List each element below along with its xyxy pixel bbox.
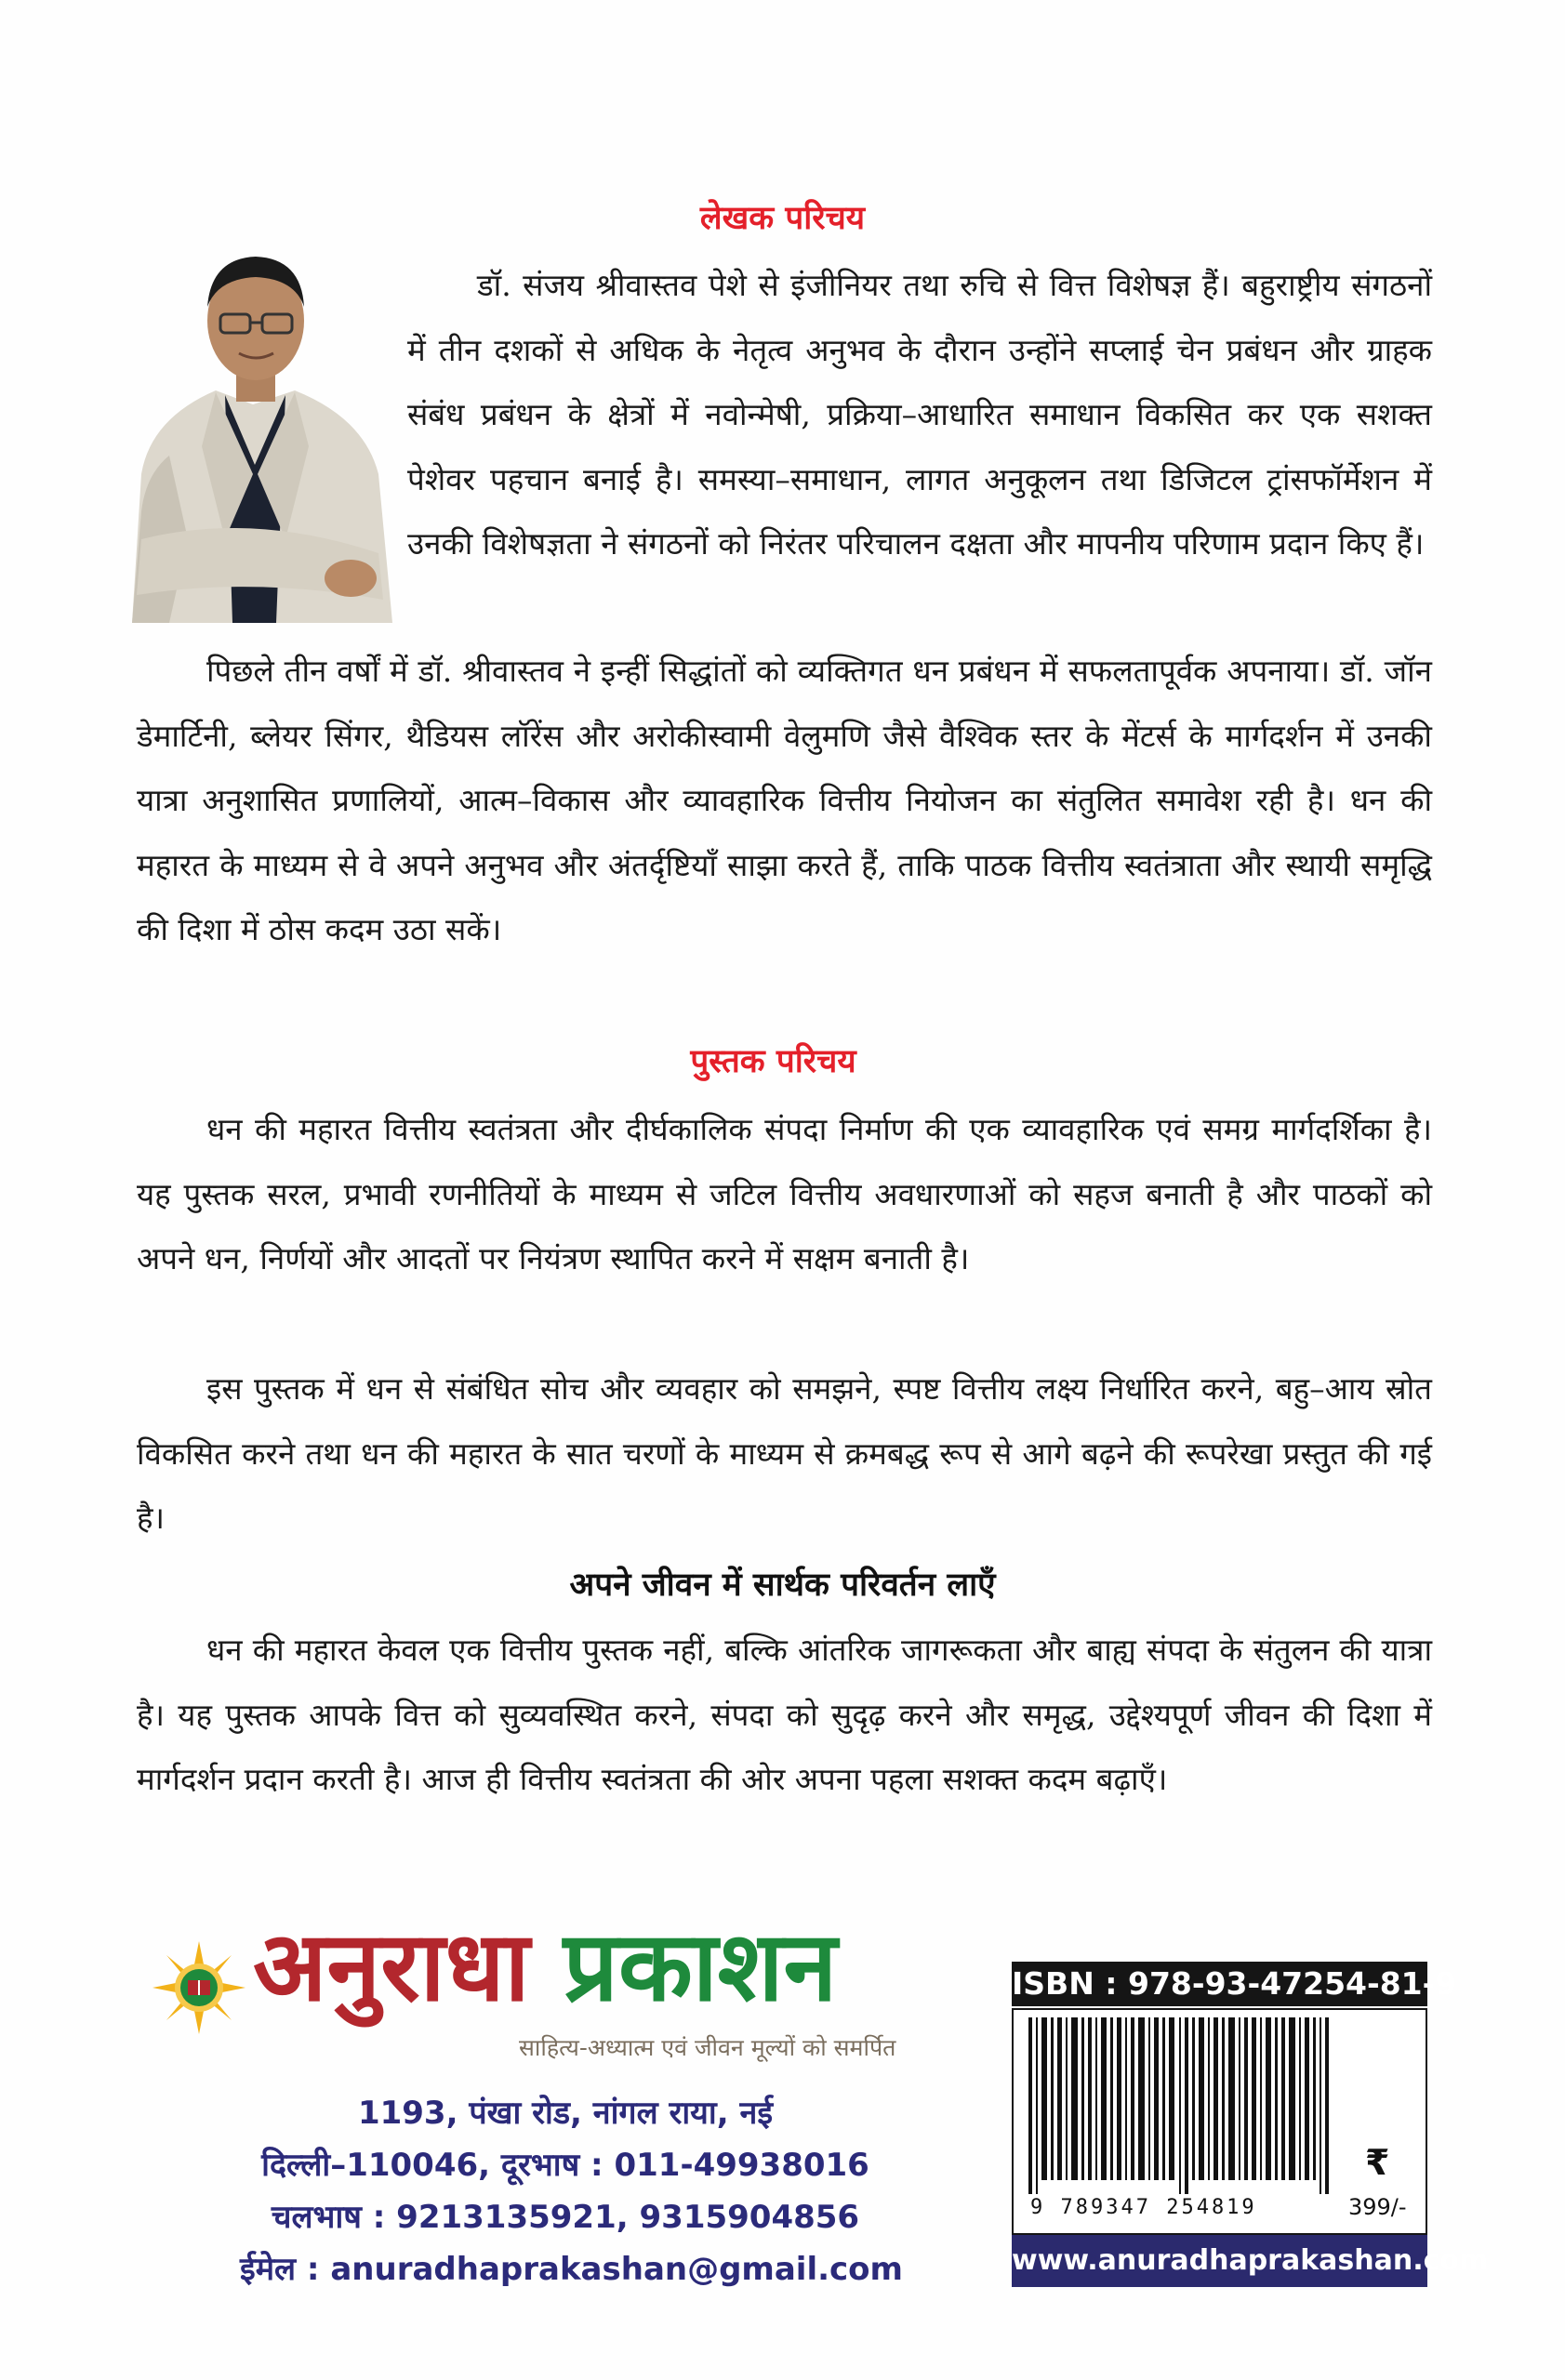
- book-section-heading: पुस्तक परिचय: [690, 1043, 856, 1080]
- publisher-website: www.anuradhaprakashan.com: [1012, 2235, 1427, 2287]
- barcode-digits: 9 789347 254819: [1030, 2196, 1257, 2219]
- book-content-paragraph: इस पुस्तक में धन से संबंधित सोच और व्यवहार को समझने, स्पष्ट वित्तीय लक्ष्य निर्धारित करने, बहु–आय स्रोत विकसित करने तथा धन की महारत के सात चरणों के माध्यम से क्रमबद्ध रूप से आगे बढ़ने की रूपरेखा प्रस्तुत की गई है।: [137, 1370, 1432, 1536]
- cta-heading: अपने जीवन में सार्थक परिवर्तन लाएँ: [569, 1567, 996, 1604]
- author-photo: [113, 232, 398, 623]
- publisher-mobile: चलभाष : 9213135921, 9315904856: [271, 2199, 860, 2236]
- publisher-name-part1: अनुराधा: [253, 1910, 530, 2023]
- publisher-address-line1: 1193, पंखा रोड, नांगल राया, नई: [357, 2095, 774, 2132]
- cta-paragraph: धन की महारत केवल एक वित्तीय पुस्तक नहीं, बल्कि आंतरिक जागरूकता और बाह्य संपदा के संतुलन की यात्रा है। यह पुस्तक आपके वित्त को सुव्यवस्थित करने, संपदा को सुदृढ़ करने और समृद्ध, उद्देश्यपूर्ण जीवन की दिशा में मार्गदर्शन प्रदान करती है। आज ही वित्तीय स्वतंत्रता की ओर अपना पहला सशक्त कदम बढ़ाएँ।: [137, 1632, 1432, 1797]
- isbn-label: ISBN : 978-93-47254-81-9: [1012, 1962, 1427, 2006]
- isbn-block: [1012, 1962, 1489, 2287]
- author-journey-paragraph: पिछले तीन वर्षों में डॉ. श्रीवास्तव ने इन्हीं सिद्धांतों को व्यक्तिगत धन प्रबंधन में सफलतापूर्वक अपनाया। डॉ. जॉन डेमार्टिनी, ब्लेयर सिंगर, थैडियस लॉरेंस और अरोकीस्वामी वेलुमणि जैसे वैश्विक स्तर के मेंटर्स के मार्गदर्शन में उनकी यात्रा अनुशासित प्रणालियों, आत्म–विकास और व्यावहारिक वित्तीय नियोजन का संतुलित समावेश रही है। धन की महारत के माध्यम से वे अपने अनुभव और अंतर्दृष्टियाँ साझा करते हैं, ताकि पाठक वित्तीय स्वतंत्राता और स्थायी समृद्धि की दिशा में ठोस कदम उठा सकें।: [137, 653, 1433, 947]
- barcode: [1012, 2008, 1427, 2235]
- publisher-address-line2: दिल्ली–110046, दूरभाष : 011-49938016: [261, 2147, 869, 2184]
- book-intro-paragraph: धन की महारत वित्तीय स्वतंत्रता और दीर्घकालिक संपदा निर्माण की एक व्यावहारिक एवं समग्र मार्गदर्शिका है। यह पुस्तक सरल, प्रभावी रणनीतियों के माध्यम से जटिल वित्तीय अवधारणाओं को सहज बनाती है और पाठकों को अपने धन, निर्णयों और आदतों पर नियंत्रण स्थापित करने में सक्षम बनाती है।: [137, 1111, 1432, 1276]
- publisher-tagline: साहित्य-अध्यात्म एवं जीवन मूल्यों को समर्पित: [519, 2034, 896, 2061]
- author-intro-paragraph: डॉ. संजय श्रीवास्तव पेशे से इंजीनियर तथा रुचि से वित्त विशेषज्ञ हैं। बहुराष्ट्रीय संगठनों में तीन दशकों से अधिक के नेतृत्व अनुभव के दौरान उन्होंने सप्लाई चेन प्रबंधन और ग्राहक संबंध प्रबंधन के क्षेत्रों में नवोन्मेषी, प्रक्रिया–आधारित समाधान विकसित कर एक सशक्त पेशेवर पहचान बनाई है। समस्या–समाधान, लागत अनुकूलन तथा डिजिटल ट्रांसफॉर्मेशन में उनकी विशेषज्ञता ने संगठनों को निरंतर परिचालन दक्षता और मापनीय परिणाम प्रदान किए हैं।: [407, 267, 1432, 562]
- author-portrait-image: [113, 232, 398, 623]
- price-value: 399/-: [1348, 2194, 1407, 2220]
- author-section-heading: लेखक परिचय: [699, 200, 866, 237]
- publisher-name: [253, 1906, 837, 2027]
- publisher-name-part2: प्रकाशन: [563, 1910, 838, 2023]
- price-currency-symbol: ₹: [1365, 2142, 1390, 2183]
- sunburst-emblem-icon: [153, 1941, 245, 2034]
- publisher-email: ईमेल : anuradhaprakashan@gmail.com: [240, 2251, 903, 2288]
- barcode-bars-icon: [1028, 2017, 1345, 2194]
